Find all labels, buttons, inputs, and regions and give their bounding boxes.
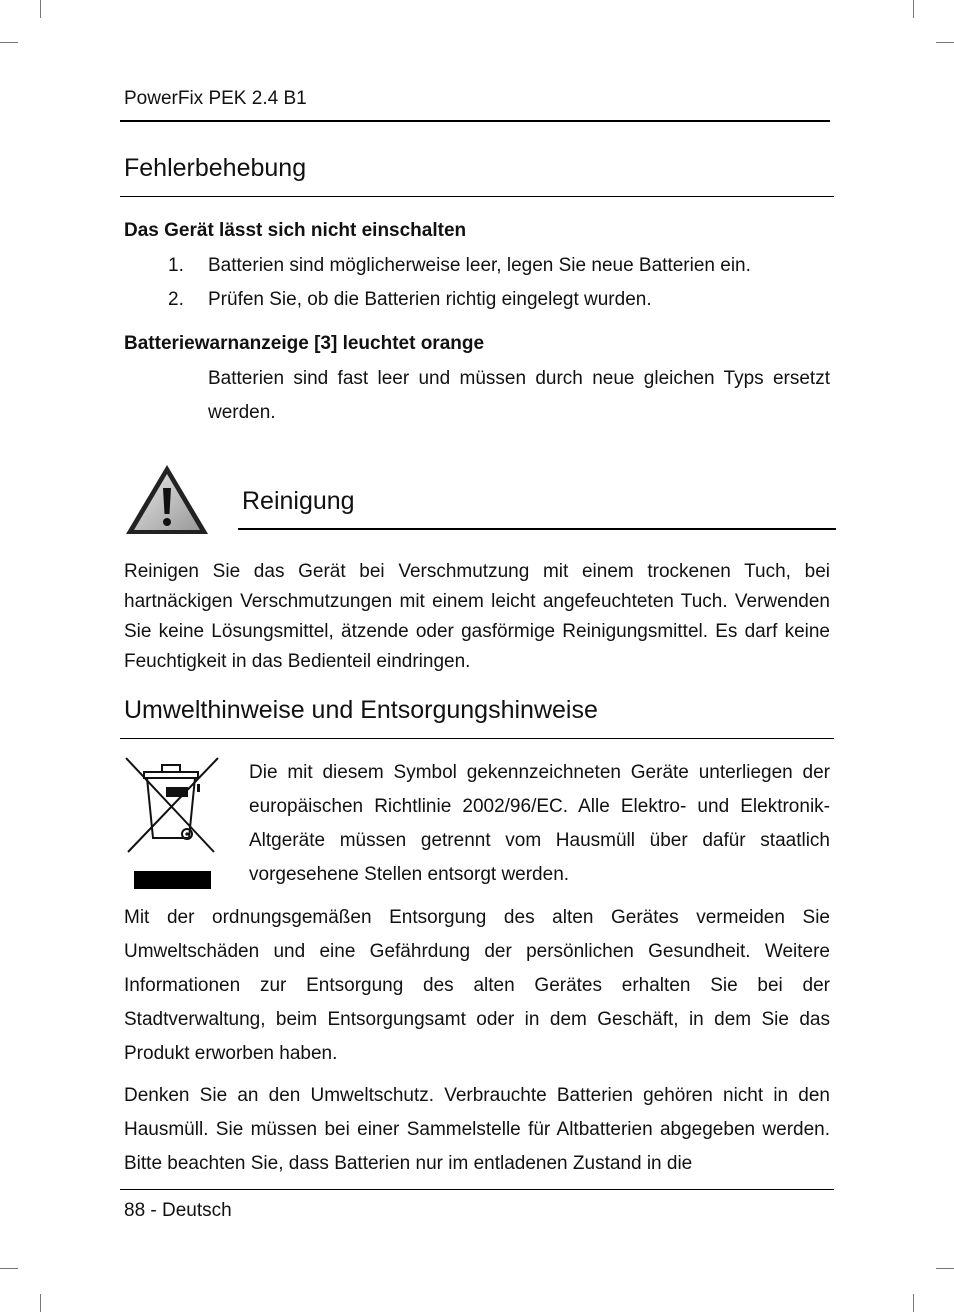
footer-rule <box>120 1189 834 1190</box>
crop-mark <box>913 1294 914 1312</box>
battery-warning-text: Batterien sind fast leer und müssen durch neue gleichen Typs ersetzt werden. <box>208 368 830 423</box>
section-rule <box>120 738 834 739</box>
subsection-title-battery-warning: Batteriewarnanzeige [3] leuchtet orange <box>124 333 485 354</box>
crop-mark <box>913 0 914 18</box>
section-title-cleaning: Reinigung <box>242 487 355 515</box>
crop-mark <box>936 1268 954 1269</box>
crop-mark <box>936 42 954 43</box>
crop-mark <box>0 1268 18 1269</box>
section-rule <box>120 196 834 197</box>
section-title-troubleshooting: Fehlerbehebung <box>124 154 307 182</box>
crop-mark <box>0 42 18 43</box>
list-number: 2. <box>168 289 184 310</box>
page-number: 88 - Deutsch <box>124 1200 232 1221</box>
list-number: 1. <box>168 255 184 276</box>
section-title-environment: Umwelthinweise und Entsorgungshinweise <box>124 696 598 724</box>
weee-crossed-bin-icon <box>122 754 220 892</box>
section-rule <box>238 528 836 530</box>
crop-mark <box>40 1294 41 1312</box>
weee-symbol-text: Die mit diesem Symbol gekennzeichneten Geräte unterliegen der europäischen Richtlinie 2002/96/EC. Alle Elektro- und Elektronik-Altgeräte müssen getrennt vom Hausmüll über dafür staatlich vorgesehene Stellen entsorgt werden. <box>249 762 830 885</box>
list-text: Prüfen Sie, ob die Batterien richtig eingelegt wurden. <box>208 289 652 310</box>
warning-icon <box>123 462 211 538</box>
battery-disposal-paragraph: Denken Sie an den Umweltschutz. Verbrauchte Batterien gehören nicht in den Hausmüll. Sie müssen bei einer Sammelstelle für Altbatterien abgegeben werden. Bitte beachten Sie, dass Batterien nur im entladenen Zustand in die <box>124 1085 830 1174</box>
header-rule <box>120 120 830 122</box>
disposal-paragraph: Mit der ordnungsgemäßen Entsorgung des alten Gerätes vermeiden Sie Umweltschäden und eine Gefährdung der persönlichen Gesundheit. Weitere Informationen zur Entsorgung des alten Gerätes erhalten Sie bei der Stadtverwaltung, beim Entsorgungsamt oder in dem Geschäft, in dem Sie das Produkt erworben haben. <box>124 907 830 1064</box>
subsection-title-no-power: Das Gerät lässt sich nicht einschalten <box>124 220 467 241</box>
list-text: Batterien sind möglicherweise leer, legen Sie neue Batterien ein. <box>208 255 751 276</box>
crop-mark <box>40 0 41 18</box>
running-header: PowerFix PEK 2.4 B1 <box>124 88 307 109</box>
cleaning-text: Reinigen Sie das Gerät bei Verschmutzung mit einem trockenen Tuch, bei hartnäckigen Verschmutzungen mit einem leicht angefeuchteten Tuch. Verwenden Sie keine Lösungsmittel, ätzende oder gasförmige Reinigungsmittel. Es darf keine Feuchtigkeit in das Bedienteil eindringen. <box>124 561 830 672</box>
